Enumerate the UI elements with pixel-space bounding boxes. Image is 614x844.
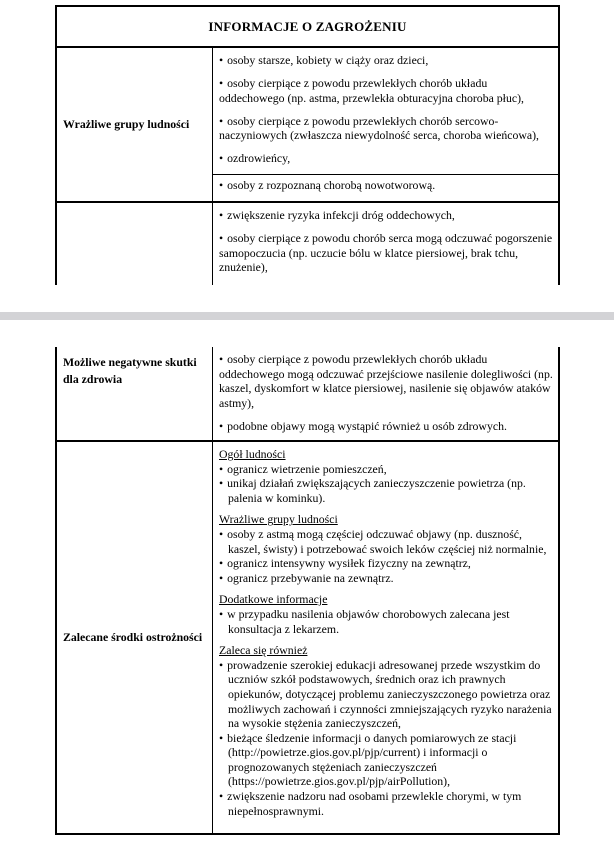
bullet-list-sub <box>213 174 558 201</box>
bullet-marker: • <box>219 53 224 67</box>
section-heading: Dodatkowe informacje <box>219 592 328 607</box>
bullet-text: osoby starsze, kobiety w ciąży oraz dzieci, <box>227 53 429 67</box>
section-bullets <box>219 462 553 506</box>
precaution-section <box>219 643 553 818</box>
bullet-marker: • <box>219 570 224 585</box>
row-label-empty <box>57 203 213 285</box>
bullet-text: osoby cierpiące z powodu chorób serca mogą odczuwać pogorszenie samopoczucia (np. uczucie bólu w klatce piersiowej, brak tchu, znużenie), <box>219 231 553 275</box>
precaution-section <box>219 512 553 585</box>
bullet-text: osoby z astmą mogą częściej odczuwać objawy (np. duszność, kaszel, świsty) i potrzebować swoich leków częściej niż normalnie, <box>227 526 547 556</box>
bullet-text: zwiększenie nadzoru nad osobami przewlekle chorymi, w tym niepełnosprawnymi. <box>227 789 522 818</box>
bullet-text: ogranicz przebywanie na zewnątrz. <box>227 570 394 585</box>
bullet-marker: • <box>219 789 224 804</box>
bullet-item <box>219 208 553 223</box>
bullet-item <box>219 151 553 166</box>
bullet-marker: • <box>219 208 224 222</box>
bullet-item <box>219 556 553 571</box>
bullet-text: prowadzenie szerokiej edukacji adresowanej przede wszystkim do uczniów szkół podstawowych, średnich oraz ich prawnych opiekunów, dotyczącej problemu zanieczyszczonego powietrza oraz możliwych zachowań i czynności zmniejszających ryzyko narażenia na wysokie stężenia zanieczyszczeń, <box>227 657 552 731</box>
bullet-item <box>219 731 553 789</box>
precautions-sections <box>213 442 558 825</box>
bullet-marker: • <box>219 526 224 541</box>
bullet-marker: • <box>219 231 224 246</box>
bullet-marker: • <box>219 418 224 433</box>
bullet-text: ogranicz wietrzenie pomieszczeń, <box>227 461 387 476</box>
bullet-item <box>219 53 553 68</box>
bullet-text: osoby cierpiące z powodu przewlekłych chorób sercowo-naczyniowych (zwłaszcza niewydolność serca, choroba wieńcowa), <box>219 113 540 143</box>
bullet-item <box>219 789 553 818</box>
row-label-health-effects: Możliwe negatywne skutki dla zdrowia <box>57 347 213 440</box>
bullet-item <box>219 658 553 731</box>
bullet-marker: • <box>219 730 224 745</box>
bullet-list <box>213 347 558 442</box>
row-label-precautions: Zalecane środki ostrożności <box>57 442 213 833</box>
bullet-item <box>219 178 553 193</box>
bullet-text: bieżące śledzenie informacji o danych pomiarowych ze stacji (http://powietrze.gios.gov.pl/pjp/current) i informacji o prognozowanych stężeniach zanieczyszczeń (https://powietrze.gios.gov.pl/pjp/airPollution), <box>227 730 517 789</box>
bullet-text: osoby cierpiące z powodu przewlekłych chorób układu oddechowego mogą odczuwać przejściowe nasilenie dolegliwości (np. kaszel, dyskomfort w klatce piersiowej, nasilenie się objawów ataków astmy), <box>219 352 553 410</box>
bullet-text: ogranicz intensywny wysiłek fizyczny na zewnątrz, <box>227 556 471 571</box>
bullet-marker: • <box>219 556 224 571</box>
section-bullets <box>219 658 553 819</box>
bullet-text: osoby z rozpoznaną chorobą nowotworową. <box>227 177 436 192</box>
bullet-marker: • <box>219 177 224 192</box>
precautions-content <box>213 442 558 833</box>
health-effects-content-part1 <box>213 203 558 285</box>
bullet-item <box>219 476 553 505</box>
section-heading: Wrażliwe grupy ludności <box>219 512 338 527</box>
bullet-item <box>219 352 553 410</box>
vulnerable-groups-content <box>213 48 558 201</box>
section-heading: Ogół ludności <box>219 447 286 461</box>
bullet-marker: • <box>219 657 224 672</box>
precaution-section <box>219 447 553 505</box>
bullet-marker: • <box>219 461 224 476</box>
table-row-vulnerable-groups <box>57 48 558 203</box>
bullet-text: osoby cierpiące z powodu przewlekłych chorób układu oddechowego (np. astma, przewlekła obturacyjna choroba płuc), <box>219 76 524 105</box>
health-effects-content-part2 <box>213 347 558 440</box>
bullet-text: ozdrowieńcy, <box>227 151 291 166</box>
bullet-item <box>219 462 553 477</box>
bullet-item <box>219 607 553 636</box>
bullet-text: w przypadku nasilenia objawów chorobowych zalecana jest konsultacja z lekarzem. <box>227 606 510 636</box>
bullet-item <box>219 76 553 105</box>
table-row-health-effects-part1 <box>57 203 558 285</box>
bullet-item <box>219 571 553 586</box>
bullet-item <box>219 527 553 556</box>
row-label-vulnerable-groups: Wrażliwe grupy ludności <box>57 48 213 201</box>
bullet-text: unikaj działań zwiększających zanieczyszczenie powietrza (np. palenia w kominku). <box>227 476 526 505</box>
page-break-gap <box>0 312 614 320</box>
bullet-marker: • <box>219 113 224 128</box>
bullet-list <box>213 48 558 174</box>
table-row-precautions <box>57 442 558 833</box>
bullet-text: zwiększenie ryzyka infekcji dróg oddechowych, <box>227 208 455 222</box>
section-heading: Zaleca się również <box>219 643 308 658</box>
hazard-info-table-part2 <box>55 347 560 835</box>
bullet-marker: • <box>219 76 224 91</box>
section-bullets <box>219 527 553 585</box>
bullet-item <box>219 231 553 275</box>
bullet-item <box>219 419 553 434</box>
bullet-list <box>213 203 558 283</box>
bullet-marker: • <box>219 352 224 366</box>
section-bullets <box>219 607 553 636</box>
bullet-marker: • <box>219 476 224 491</box>
precaution-section <box>219 592 553 636</box>
bullet-marker: • <box>219 606 224 621</box>
bullet-marker: • <box>219 151 224 166</box>
table-row-health-effects-part2 <box>57 347 558 442</box>
table-title: INFORMACJE O ZAGROŻENIU <box>57 7 558 48</box>
bullet-text: podobne objawy mogą wystąpić również u osób zdrowych. <box>227 418 507 433</box>
bullet-item <box>219 114 553 143</box>
hazard-info-table-part1 <box>55 5 560 285</box>
